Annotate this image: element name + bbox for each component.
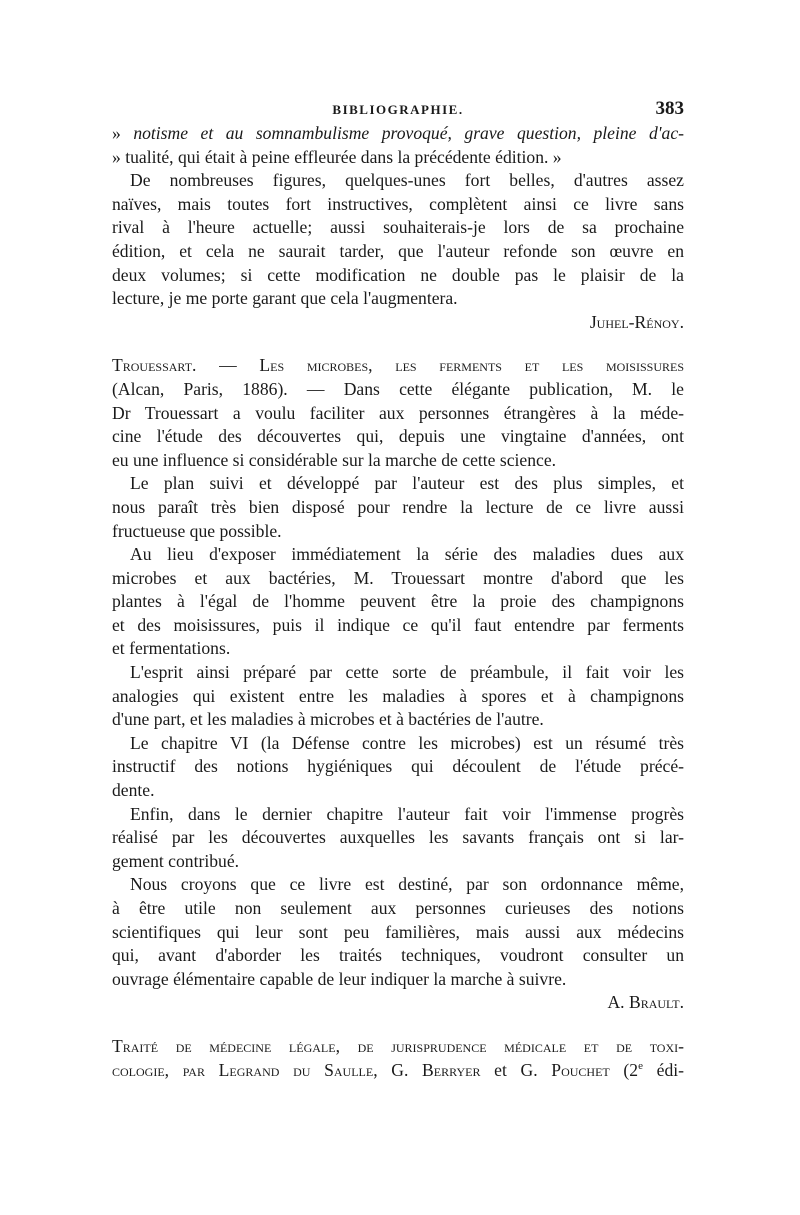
text-line: qui, avant d'aborder les traités techniques, voudront consulter un <box>112 945 684 966</box>
text-line: d'une part, et les maladies à microbes et à bactéries de l'autre. <box>112 709 544 730</box>
review-author: Berryer <box>422 1059 481 1080</box>
section-gap <box>112 1015 684 1035</box>
text-line <box>112 1059 684 1083</box>
body-text <box>112 122 684 1082</box>
text-line: fructueuse que possible. <box>112 520 282 541</box>
review-heading: Traité de médecine légale, de jurisprudence médicale et de toxi- <box>112 1035 684 1056</box>
text-line: Nous croyons que ce livre est destiné, par son ordonnance même, <box>130 874 684 895</box>
text-line-content: r Trouessart a voulu faciliter aux personnes étrangères à la méde- <box>124 402 684 423</box>
text-line: Au lieu d'exposer immédiatement la série des maladies dues aux <box>130 544 684 565</box>
text-line: L'esprit ainsi préparé par cette sorte de préambule, il fait voir les <box>130 662 684 683</box>
review-title: Les microbes, les ferments et les moisissures <box>259 355 684 376</box>
review-author: Pouchet <box>551 1059 610 1080</box>
text-line: instructif des notions hygiéniques qui découlent de l'étude précé- <box>112 756 684 777</box>
text-line: plantes à l'égal de l'homme peuvent être la proie des champignons <box>112 591 684 612</box>
text-line: De nombreuses figures, quelques-unes fort belles, d'autres assez <box>130 170 684 191</box>
text-line: gement contribué. <box>112 850 240 871</box>
text-line: » tualité, qui était à peine effleurée dans la précédente édition. » <box>112 146 562 167</box>
text-line: ouvrage élémentaire capable de leur indiquer la marche à suivre. <box>112 968 567 989</box>
text-line: » notisme et au somnambulisme provoqué, grave question, pleine d'ac- <box>112 123 685 143</box>
text-line: naïves, mais toutes fort instructives, complètent ainsi ce livre sans <box>112 193 684 214</box>
text-line: Le plan suivi et développé par l'auteur est des plus simples, et <box>130 473 684 494</box>
text-line <box>112 402 684 426</box>
text-line-content: D <box>112 402 125 423</box>
superscript: e <box>638 1059 643 1072</box>
text-line: réalisé par les découvertes auxquelles les savants français ont si lar- <box>112 827 684 848</box>
text-line: eu une influence si considérable sur la marche de cette science. <box>112 449 557 470</box>
text-line: lecture, je me porte garant que cela l'augmentera. <box>112 288 458 309</box>
text-line: cine l'étude des découvertes qui, depuis une vingtaine d'années, ont <box>112 426 684 447</box>
text-line-content: tualité, qui était à peine effleurée dans la précédente édition. » <box>125 146 562 167</box>
text-line-content: , G. <box>373 1059 423 1080</box>
text-line-content: notisme et au somnambulisme provoqué, grave question, pleine d'ac- <box>133 123 685 143</box>
text-line: (Alcan, Paris, 1886). — Dans cette élégante publication, M. le <box>112 378 684 399</box>
text-line: et fermentations. <box>112 638 231 659</box>
text-line: deux volumes; si cette modification ne double pas le plaisir de la <box>112 264 684 285</box>
signature: Juhel-Rénoy. <box>589 311 684 332</box>
text-line: scientifiques qui leur sont peu familières, mais aussi aux médecins <box>112 921 684 942</box>
section-gap <box>112 334 684 354</box>
review-author: Legrand du Saulle <box>218 1059 374 1080</box>
text-line: édition, et cela ne saurait tarder, que l'auteur refonde son œuvre en <box>112 240 684 261</box>
text-line: rival à l'heure actuelle; aussi souhaiterais-je lors de sa prochaine <box>112 217 684 238</box>
text-line: à être utile non seulement aux personnes curieuses des notions <box>112 898 684 918</box>
page-number: 383 <box>655 98 684 119</box>
text-line: et des moisissures, puis il indique ce qu'il faut entendre par ferments <box>112 614 684 635</box>
text-line-content: et G. <box>480 1059 552 1080</box>
text-line: microbes et aux bactéries, M. Trouessart montre d'abord que les <box>112 567 684 588</box>
text-line: nous paraît très bien disposé pour rendre la lecture de ce livre aussi <box>112 496 684 517</box>
text-line-content: (2 <box>609 1059 639 1080</box>
review-heading: Trouessart. — Les microbes, les ferments et les moisissures <box>112 355 684 376</box>
running-title: BIBLIOGRAPHIE. <box>332 102 464 117</box>
signature: A. Brault. <box>607 992 684 1013</box>
review-author: Trouessart. <box>112 355 197 376</box>
text-line: Le chapitre VI (la Défense contre les microbes) est un résumé très <box>130 732 684 753</box>
document-page <box>112 98 684 1082</box>
text-line-content: cologie, par <box>112 1059 219 1080</box>
running-header <box>112 98 684 122</box>
text-line: Enfin, dans le dernier chapitre l'auteur fait voir l'immense progrès <box>130 803 684 824</box>
text-line-content: édi- <box>642 1059 684 1080</box>
text-line: dente. <box>112 780 155 801</box>
text-line: analogies qui existent entre les maladies à spores et à champignons <box>112 685 684 706</box>
